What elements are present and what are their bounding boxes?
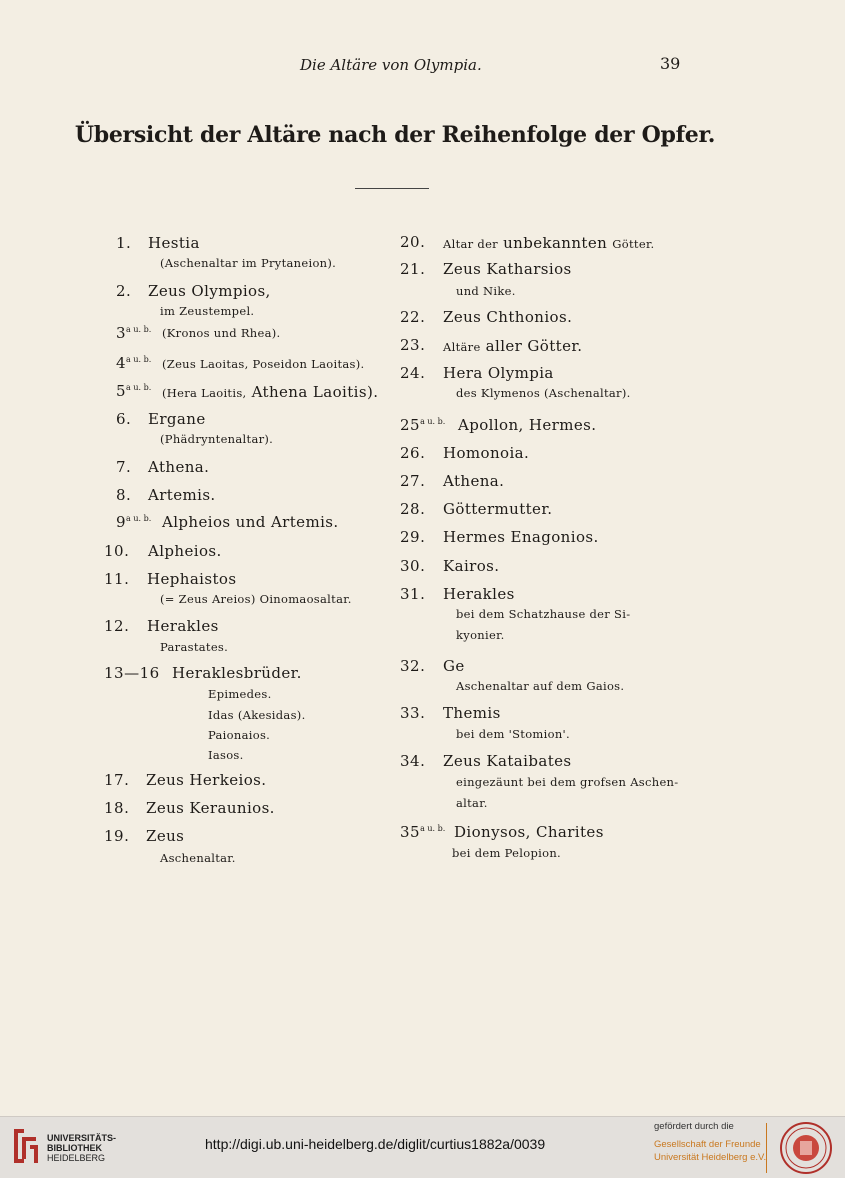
- entry-note: bei dem Schatzhause der Si-: [456, 607, 631, 621]
- entry-number: 20.: [400, 233, 426, 251]
- entry-number: $25^{a u. b.}$: [400, 416, 446, 434]
- entry-name: Zeus Kataibates: [443, 752, 572, 770]
- entry-number: 28.: [400, 500, 426, 518]
- entry-name: Zeus Chthonios.: [443, 308, 573, 326]
- entry-number: 31.: [400, 585, 426, 603]
- entry-number: 24.: [400, 364, 426, 382]
- entry-note: (Phädryntenaltar).: [160, 432, 274, 446]
- sponsor-label: gefördert durch die: [654, 1121, 734, 1132]
- entry-name: Apollon, Hermes.: [458, 416, 597, 434]
- entry-number: 2.: [116, 282, 132, 300]
- entry-name: Ge: [443, 657, 465, 675]
- entry-number: $5^{a u. b.}$: [116, 382, 152, 400]
- entry-number: 29.: [400, 528, 426, 546]
- entry-note: (= Zeus Areios) Oinomaosaltar.: [160, 592, 352, 606]
- entry-number: 30.: [400, 557, 426, 575]
- entry-number: 17.: [104, 771, 130, 789]
- sponsor-name: Gesellschaft der Freunde Universität Heidelberg e.V.: [654, 1139, 767, 1163]
- entry-name: Hephaistos: [147, 570, 237, 588]
- entry-name: Zeus Olympios,: [148, 282, 271, 300]
- entry-number: 1.: [116, 234, 132, 252]
- entry-note: kyonier.: [456, 628, 505, 642]
- entry-name: Zeus Katharsios: [443, 260, 572, 278]
- page-title: Übersicht der Altäre nach der Reihenfolge der Opfer.: [74, 122, 716, 148]
- entry-name: Göttermutter.: [443, 500, 553, 518]
- entry-name: (Hera Laoitis, Athena Laoitis).: [162, 383, 379, 401]
- page-number: 39: [660, 54, 681, 73]
- entry-number: 12.: [104, 617, 130, 635]
- entry-note: bei dem 'Stomion'.: [456, 727, 570, 741]
- entry-name: Ergane: [148, 410, 206, 428]
- permalink-url[interactable]: http://digi.ub.uni-heidelberg.de/diglit/curtius1882a/0039: [205, 1136, 546, 1152]
- footer-divider: [766, 1123, 767, 1173]
- entry-note: Idas (Akesidas).: [208, 708, 306, 722]
- entry-note: (Aschenaltar im Prytaneion).: [160, 256, 337, 270]
- entry-name: Artemis.: [148, 486, 216, 504]
- entry-note: Aschenaltar.: [160, 851, 236, 865]
- entry-note: eingezäunt bei dem grofsen Aschen-: [456, 775, 679, 789]
- entry-name: Heraklesbrüder.: [172, 664, 302, 682]
- entry-number: 8.: [116, 486, 132, 504]
- entry-name: Zeus Keraunios.: [146, 799, 275, 817]
- entry-name: Altäre aller Götter.: [443, 337, 583, 355]
- entry-number: 22.: [400, 308, 426, 326]
- entry-note: Iasos.: [208, 748, 244, 762]
- footer-bar: [0, 1116, 845, 1178]
- entry-name: Kairos.: [443, 557, 500, 575]
- entry-number: 26.: [400, 444, 426, 462]
- entry-number: 23.: [400, 336, 426, 354]
- entry-number: 27.: [400, 472, 426, 490]
- entry-name: Alpheios und Artemis.: [162, 513, 339, 531]
- entry-number: $9^{a u. b.}$: [116, 513, 152, 531]
- entry-note: Aschenaltar auf dem Gaios.: [456, 679, 625, 693]
- library-logo-icon: [10, 1125, 42, 1167]
- entry-note: bei dem Pelopion.: [452, 846, 561, 860]
- entry-name: Dionysos, Charites: [454, 823, 604, 841]
- entry-name: Alpheios.: [148, 542, 222, 560]
- entry-name: Zeus Herkeios.: [146, 771, 267, 789]
- entry-name: Altar der unbekannten Götter.: [443, 234, 655, 252]
- entry-note: des Klymenos (Aschenaltar).: [456, 386, 631, 400]
- entry-number: 6.: [116, 410, 132, 428]
- entry-number: 33.: [400, 704, 426, 722]
- entry-number: 19.: [104, 827, 130, 845]
- entry-name: Athena.: [443, 472, 505, 490]
- entry-name: Herakles: [147, 617, 219, 635]
- entry-note: altar.: [456, 796, 488, 810]
- entry-name: Athena.: [148, 458, 210, 476]
- entry-number: 10.: [104, 542, 130, 560]
- entry-number: 11.: [104, 570, 130, 588]
- entry-name: Zeus: [146, 827, 185, 845]
- entry-name: (Zeus Laoitas, Poseidon Laoitas).: [162, 357, 365, 371]
- entry-number: 13—16: [104, 664, 160, 682]
- entry-number: $35^{a u. b.}$: [400, 823, 446, 841]
- entry-number: $4^{a u. b.}$: [116, 354, 152, 372]
- entry-name: (Kronos und Rhea).: [162, 326, 281, 340]
- entry-name: Herakles: [443, 585, 515, 603]
- entry-name: Themis: [443, 704, 501, 722]
- title-divider: [355, 188, 429, 189]
- entry-number: $3^{a u. b.}$: [116, 324, 152, 342]
- entry-number: 21.: [400, 260, 426, 278]
- running-title: Die Altäre von Olympia.: [300, 56, 482, 74]
- entry-note: Paionaios.: [208, 728, 271, 742]
- entry-note: im Zeustempel.: [160, 304, 255, 318]
- entry-number: 18.: [104, 799, 130, 817]
- entry-name: Homonoia.: [443, 444, 530, 462]
- entry-name: Hermes Enagonios.: [443, 528, 599, 546]
- library-name: UNIVERSITÄTS- BIBLIOTHEK HEIDELBERG: [47, 1133, 117, 1163]
- entry-name: Hera Olympia: [443, 364, 554, 382]
- university-seal-icon: [779, 1121, 833, 1175]
- entry-number: 32.: [400, 657, 426, 675]
- entry-number: 34.: [400, 752, 426, 770]
- entry-note: und Nike.: [456, 284, 516, 298]
- entry-note: Parastates.: [160, 640, 229, 654]
- entry-number: 7.: [116, 458, 132, 476]
- entry-note: Epimedes.: [208, 687, 272, 701]
- entry-name: Hestia: [148, 234, 200, 252]
